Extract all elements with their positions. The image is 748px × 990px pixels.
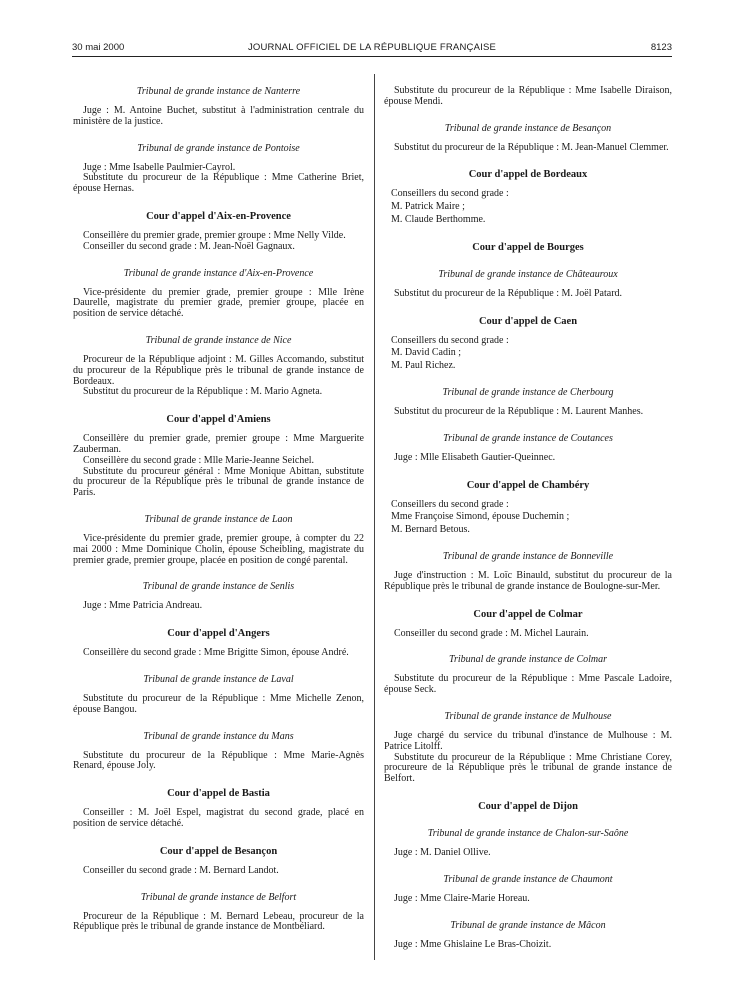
appointment-line: Conseillère du premier grade, premier groupe : Mme Marguerite Zauberman. bbox=[73, 433, 364, 455]
appointment-line: Vice-présidente du premier grade, premier groupe, à compter du 22 mai 2000 : Mme Dominique Cholin, épouse Scheibling, magistrate du premier grade, premier groupe, placée en position de congé parental. bbox=[73, 532, 364, 566]
appointment-line: Mme Françoise Simond, épouse Duchemin ; bbox=[391, 511, 570, 523]
appointment-line: Substitute du procureur de la République : Mme Pascale Ladoire, épouse Seck. bbox=[384, 673, 672, 696]
header-rule bbox=[72, 56, 672, 57]
appointment-section bbox=[73, 892, 364, 934]
appointment-line: M. Patrick Maire ; bbox=[391, 201, 465, 213]
appointment-line: Conseillère du second grade : Mlle Marie-Jeanne Seichel. bbox=[83, 454, 315, 466]
appointment-line: Conseillers du second grade : bbox=[391, 498, 509, 510]
appointment-section bbox=[73, 581, 364, 612]
court-heading: Cour d'appel d'Amiens bbox=[166, 414, 271, 426]
appointment-line: Procureur de la République : M. Bernard Lebeau, procureur de la République près le tribunal de grande instance de Montbéliard. bbox=[73, 910, 364, 933]
appointment-section bbox=[384, 86, 672, 108]
appointment-section bbox=[384, 608, 672, 640]
tribunal-heading: Tribunal de grande instance de Nice bbox=[145, 334, 292, 346]
tribunal-heading: Tribunal de grande instance du Mans bbox=[143, 730, 294, 742]
appointment-section bbox=[384, 387, 672, 418]
left-column bbox=[73, 86, 364, 933]
appointment-line: Substitut du procureur de la République : M. Mario Agneta. bbox=[83, 386, 323, 398]
court-heading: Cour d'appel de Chambéry bbox=[466, 479, 590, 491]
right-column bbox=[384, 86, 672, 950]
appointment-section bbox=[73, 731, 364, 773]
court-heading: Cour d'appel de Bordeaux bbox=[468, 169, 588, 181]
appointment-line: Juge : Mme Isabelle Paulmier-Cayrol. bbox=[83, 161, 236, 173]
appointment-section bbox=[384, 551, 672, 593]
appointment-line: Substitut du procureur de la République : M. Joël Patard. bbox=[394, 287, 623, 299]
tribunal-heading: Tribunal de grande instance de Belfort bbox=[140, 891, 297, 903]
tribunal-heading: Tribunal de grande instance de Chaumont bbox=[443, 873, 613, 885]
appointment-line: Juge : Mme Claire-Marie Horeau. bbox=[394, 892, 530, 904]
appointment-line: Juge chargé du service du tribunal d'instance de Mulhouse : M. Patrice Litolff. bbox=[384, 729, 672, 752]
court-heading: Cour d'appel de Dijon bbox=[478, 800, 578, 812]
appointment-section bbox=[384, 315, 672, 372]
appointment-line: M. Bernard Betous. bbox=[391, 524, 470, 536]
appointment-line: Substitute du procureur de la République : Mme Marie-Agnès Renard, épouse Joly. bbox=[73, 749, 364, 772]
tribunal-heading: Tribunal de grande instance de Pontoise bbox=[137, 142, 300, 154]
appointment-line: M. Paul Richez. bbox=[391, 360, 456, 372]
tribunal-heading: Tribunal de grande instance de Besançon bbox=[444, 122, 612, 134]
appointment-section bbox=[384, 800, 672, 813]
appointment-line: Conseillers du second grade : bbox=[391, 188, 509, 200]
court-heading: Cour d'appel de Colmar bbox=[473, 608, 583, 620]
page-header bbox=[72, 40, 672, 56]
appointment-line: Juge : Mlle Elisabeth Gautier-Queinnec. bbox=[394, 451, 556, 463]
court-heading: Cour d'appel d'Angers bbox=[167, 628, 270, 640]
appointment-line: Vice-présidente du premier grade, premier groupe : Mlle Irène Daurelle, magistrate du premier grade, premier groupe, placée en position de service détaché. bbox=[73, 286, 364, 320]
appointment-section bbox=[384, 874, 672, 905]
appointment-line: Juge : M. Antoine Buchet, substitut à l'administration centrale du ministère de la justice. bbox=[73, 105, 364, 127]
tribunal-heading: Tribunal de grande instance de Colmar bbox=[448, 654, 608, 666]
appointment-line: Substitute du procureur général : Mme Monique Abittan, substitute du procureur de la République près le tribunal de grande instance de Paris. bbox=[73, 465, 364, 499]
appointment-line: Procureur de la République adjoint : M. Gilles Accomando, substitut du procureur de la République près le tribunal de grande instance de Bordeaux. bbox=[73, 353, 364, 387]
journal-title: JOURNAL OFFICIEL DE LA RÉPUBLIQUE FRANÇAISE bbox=[247, 42, 497, 53]
appointment-line: Conseillère du premier grade, premier groupe : Mme Nelly Vilde. bbox=[83, 229, 346, 241]
appointment-line: M. Claude Berthomme. bbox=[391, 213, 486, 225]
appointment-line: Conseiller : M. Joël Espel, magistrat du second grade, placé en position de service détaché. bbox=[73, 807, 364, 829]
appointment-line: Substitute du procureur de la République : Mme Isabelle Diraison, épouse Mendi. bbox=[384, 85, 672, 107]
appointment-line: Juge : Mme Patricia Andreau. bbox=[83, 600, 203, 612]
appointment-section bbox=[384, 828, 672, 859]
appointment-section bbox=[384, 711, 672, 785]
tribunal-heading: Tribunal de grande instance de Chalon-sur-Saône bbox=[427, 827, 629, 839]
appointment-section bbox=[384, 920, 672, 951]
tribunal-heading: Tribunal de grande instance de Bonneville bbox=[442, 550, 614, 562]
appointment-line: Conseillère du second grade : Mme Brigitte Simon, épouse André. bbox=[83, 647, 349, 659]
appointment-section bbox=[384, 654, 672, 696]
appointment-section bbox=[73, 210, 364, 253]
appointment-section bbox=[73, 845, 364, 877]
tribunal-heading: Tribunal de grande instance de Mulhouse bbox=[444, 710, 612, 722]
appointment-section bbox=[384, 241, 672, 254]
appointment-section bbox=[384, 123, 672, 154]
appointment-line: Conseiller du second grade : M. Bernard Landot. bbox=[83, 864, 279, 876]
tribunal-heading: Tribunal de grande instance de Laon bbox=[144, 513, 293, 525]
appointment-line: M. David Cadin ; bbox=[391, 347, 461, 359]
appointment-line: Substitut du procureur de la République : M. Jean-Manuel Clemmer. bbox=[394, 141, 669, 153]
appointment-line: Substitut du procureur de la République : M. Laurent Manhes. bbox=[394, 405, 644, 417]
court-heading: Cour d'appel d'Aix-en-Provence bbox=[146, 210, 291, 222]
appointment-section bbox=[73, 514, 364, 566]
court-heading: Cour d'appel de Caen bbox=[478, 315, 578, 327]
appointment-section bbox=[384, 168, 672, 225]
appointment-line: Juge : M. Daniel Ollive. bbox=[394, 846, 491, 858]
tribunal-heading: Tribunal de grande instance de Coutances bbox=[443, 432, 613, 444]
tribunal-heading: Tribunal de grande instance d'Aix-en-Provence bbox=[123, 267, 314, 279]
court-heading: Cour d'appel de Bourges bbox=[472, 241, 584, 253]
appointment-section bbox=[73, 413, 364, 499]
appointment-section bbox=[73, 143, 364, 195]
appointment-section bbox=[73, 627, 364, 659]
appointment-section bbox=[73, 268, 364, 320]
tribunal-heading: Tribunal de grande instance de Mâcon bbox=[450, 919, 606, 931]
appointment-line: Substitute du procureur de la République : Mme Catherine Briet, épouse Hernas. bbox=[73, 172, 364, 195]
appointment-line: Conseiller du second grade : M. Michel Laurain. bbox=[394, 627, 589, 639]
appointment-section bbox=[384, 269, 672, 300]
court-heading: Cour d'appel de Bastia bbox=[167, 788, 270, 800]
appointment-line: Conseillers du second grade : bbox=[391, 334, 509, 346]
column-divider bbox=[374, 74, 375, 960]
appointment-line: Conseiller du second grade : M. Jean-Noël Gagnaux. bbox=[83, 240, 295, 252]
court-heading: Cour d'appel de Besançon bbox=[159, 845, 278, 857]
appointment-section bbox=[384, 479, 672, 536]
issue-date: 30 mai 2000 bbox=[72, 42, 125, 53]
tribunal-heading: Tribunal de grande instance de Cherbourg bbox=[442, 386, 614, 398]
appointment-section bbox=[73, 674, 364, 716]
appointment-line: Juge d'instruction : M. Loïc Binauld, substitut du procureur de la République près le tribunal de grande instance de Boulogne-sur-Mer. bbox=[384, 569, 672, 592]
tribunal-heading: Tribunal de grande instance de Senlis bbox=[142, 581, 295, 593]
page-number: 8123 bbox=[650, 42, 672, 53]
tribunal-heading: Tribunal de grande instance de Nanterre bbox=[136, 86, 301, 97]
appointment-section bbox=[73, 335, 364, 398]
appointment-section bbox=[73, 787, 364, 830]
tribunal-heading: Tribunal de grande instance de Châteauroux bbox=[438, 268, 618, 280]
appointment-section bbox=[384, 433, 672, 464]
appointment-line: Juge : Mme Ghislaine Le Bras-Choizit. bbox=[394, 938, 552, 950]
appointment-line: Substitute du procureur de la République : Mme Christiane Corey, procureure de la République près le tribunal de grande instance de Belfort. bbox=[384, 751, 672, 785]
appointment-line: Substitute du procureur de la République : Mme Michelle Zenon, épouse Bangou. bbox=[73, 692, 364, 715]
appointment-section bbox=[73, 86, 364, 128]
tribunal-heading: Tribunal de grande instance de Laval bbox=[143, 673, 294, 685]
